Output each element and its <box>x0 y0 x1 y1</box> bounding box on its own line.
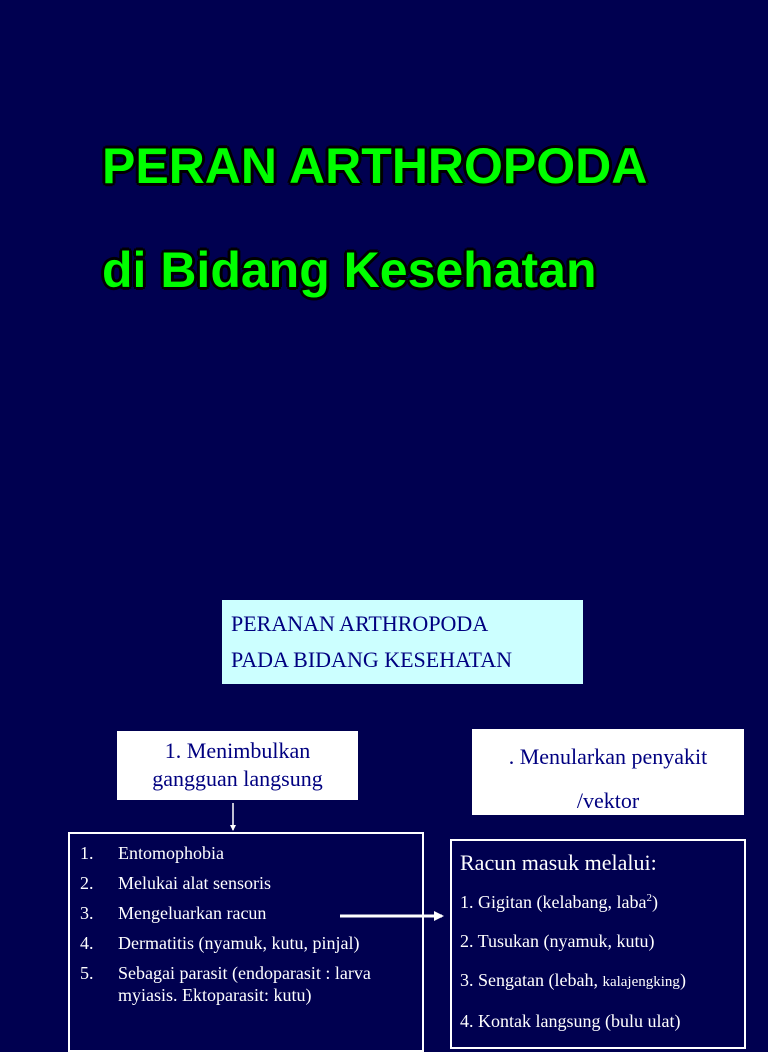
vector-box-line-2: /vektor <box>576 788 640 813</box>
list-item <box>80 932 422 954</box>
list-item <box>460 969 744 993</box>
list-item-text: Dermatitis (nyamuk, kutu, pinjal) <box>118 933 360 953</box>
direct-box-line-1: 1. Menimbulkan <box>164 738 311 763</box>
vector-box-line-1: . Menularkan penyakit <box>508 744 708 769</box>
slide-title-line-1: PERAN ARTHROPODA <box>102 138 648 194</box>
venom-list-heading: Racun masuk melalui: <box>460 850 657 875</box>
list-item <box>80 872 422 894</box>
list-item-text: Entomophobia <box>118 843 224 863</box>
list-item-text: 3. Sengatan (lebah, <box>460 970 603 990</box>
header-box <box>222 600 583 684</box>
list-item-number: 2. <box>80 873 94 893</box>
list-item: 2. Tusukan (nyamuk, kutu) <box>460 931 655 951</box>
list-item-small-text: kalajengking <box>602 974 680 990</box>
list-item-text: 1. Gigitan (kelabang, laba <box>460 892 647 912</box>
header-box-line-2: PADA BIDANG KESEHATAN <box>231 647 513 672</box>
venom-entry-list <box>450 839 746 1049</box>
header-box-line-1: PERANAN ARTHROPODA <box>231 611 489 636</box>
direct-disturbance-box <box>117 731 358 800</box>
list-item-number: 4. <box>80 933 94 953</box>
list-item <box>460 887 744 913</box>
list-item <box>80 842 422 864</box>
list-item-text-end: ) <box>651 892 658 912</box>
list-item <box>80 902 422 924</box>
list-item-text: Melukai alat sensoris <box>118 873 271 893</box>
list-item-text: Mengeluarkan racun <box>118 903 267 923</box>
list-item <box>80 962 422 1006</box>
list-item: 4. Kontak langsung (bulu ulat) <box>460 1011 681 1031</box>
list-item-number: 3. <box>80 903 94 923</box>
slide-title-line-2: di Bidang Kesehatan <box>102 242 597 298</box>
direct-effects-list <box>68 832 424 1052</box>
list-item-text-end: ) <box>679 970 686 990</box>
list-item-text: Sebagai parasit (endoparasit : larva myiasis. Ektoparasit: kutu) <box>118 963 371 1005</box>
vector-box <box>472 729 744 815</box>
list-item-number: 5. <box>80 963 94 983</box>
direct-box-line-2: gangguan langsung <box>152 766 323 791</box>
superscript: 2 <box>646 892 652 904</box>
list-item-number: 1. <box>80 843 94 863</box>
